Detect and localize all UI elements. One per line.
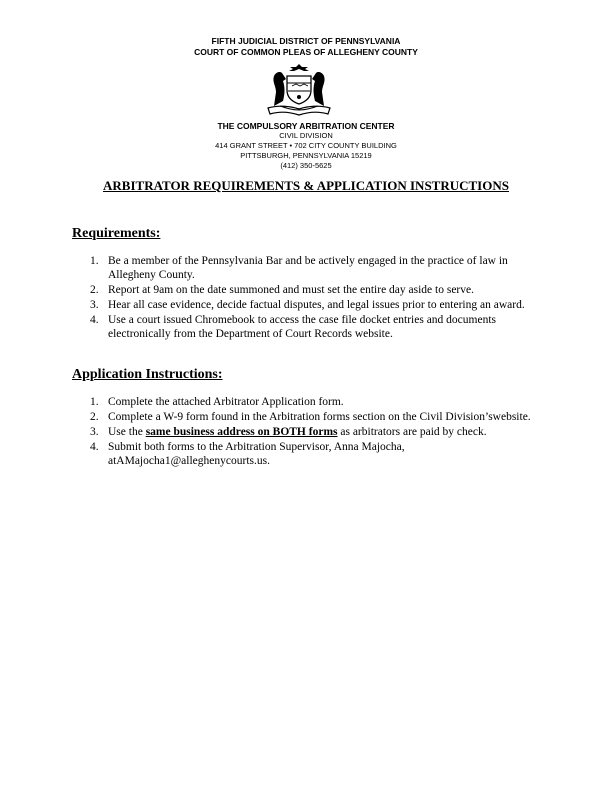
list-number: 3. [90,299,99,311]
list-number: 1. [90,396,99,408]
instructions-list [72,395,542,469]
civil-division-line: CIVIL DIVISION [279,131,333,140]
list-text-suffix: as arbitrators are paid by check. [337,426,487,438]
document-title: ARBITRATOR REQUIREMENTS & APPLICATION INSTRUCTIONS [103,178,509,193]
list-item [72,254,542,282]
list-item [72,395,542,409]
requirements-heading: Requirements: [72,226,161,241]
list-text: Complete a W-9 form found in the Arbitration forms section on the Civil Division’swebsite. [108,411,531,423]
list-number: 2. [90,284,99,296]
list-item [72,440,542,468]
list-item [72,283,542,297]
list-number: 1. [90,255,99,267]
list-text: Use a court issued Chromebook to access the case file docket entries and documents electronically from the Department of Court Records website. [108,314,497,340]
arbitration-center-name: THE COMPULSORY ARBITRATION CENTER [217,121,395,131]
list-number: 4. [90,314,99,326]
list-text: Be a member of the Pennsylvania Bar and be actively engaged in the practice of law in Allegheny County. [108,255,508,281]
list-number: 2. [90,411,99,423]
street-address-line: 414 GRANT STREET • 702 CITY COUNTY BUILDING [215,141,397,150]
list-item [72,313,542,341]
court-district-line: FIFTH JUDICIAL DISTRICT OF PENNSYLVANIA [211,36,401,46]
requirements-list [72,254,542,342]
city-address-line: PITTSBURGH, PENNSYLVANIA 15219 [240,151,372,160]
list-text-prefix: Use the [108,426,146,438]
emphasized-text: same business address on BOTH forms [145,426,338,438]
list-number: 4. [90,441,99,453]
list-text: Submit both forms to the Arbitration Supervisor, Anna Majocha, atAMajocha1@alleghenycourts.us. [108,441,405,467]
list-text: Hear all case evidence, decide factual disputes, and legal issues prior to entering an award. [108,299,525,311]
court-name-line: COURT OF COMMON PLEAS OF ALLEGHENY COUNTY [194,47,418,57]
list-item [72,298,542,312]
list-item [72,410,542,424]
list-text: Complete the attached Arbitrator Application form. [108,396,344,408]
application-instructions-heading: Application Instructions: [72,367,223,382]
pennsylvania-coat-of-arms-icon [260,62,338,118]
phone-number: (412) 350-5625 [280,161,332,170]
list-text: Report at 9am on the date summoned and must set the entire day aside to serve. [108,284,474,296]
list-item [72,425,542,439]
list-number: 3. [90,426,99,438]
